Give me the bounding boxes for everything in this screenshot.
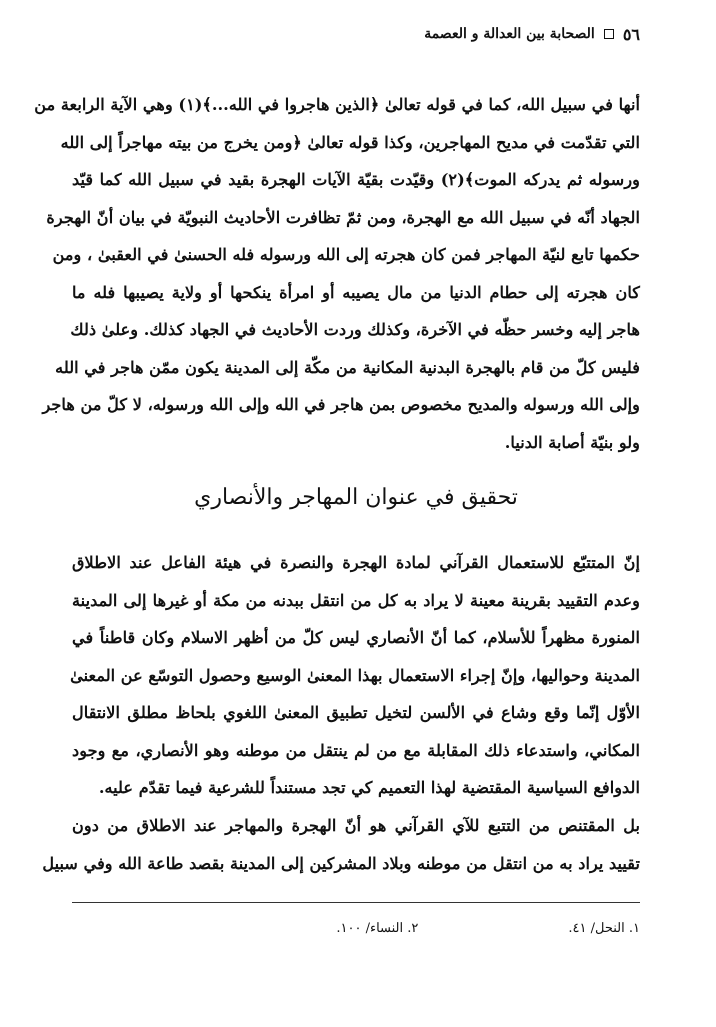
text-line: المنورة مظهراً للأسلام، كما أنّ الأنصاري ليس كلّ من أظهر الاسلام وكان قاطناً في: [72, 628, 640, 647]
text-line: المكاني، واستدعاء ذلك المقابلة مع من لم ينتقل من موطنه وهو الأنصاري، مع وجود: [72, 740, 640, 760]
text-line: الدوافع السياسية المقتضية لهذا التعميم كي تجد مستنداً للشرعية فيما تقدّم عليه.: [98, 778, 640, 797]
running-header: [76, 22, 640, 46]
text-line: الأوّل إنّما وقع وشاع في الألسن لتخيل تطبيق المعنىٰ اللغوي بلحاظ مطلق الانتقال: [72, 703, 640, 722]
footnotes: [72, 918, 640, 940]
paragraph-3: [42, 807, 640, 882]
text-line: ورسوله ثم يدركه الموت﴾(٢) وقيّدت بقيّة الآيات الهجرة بقيد في سبيل الله كما قيّد: [72, 170, 640, 189]
text-line: كان هجرته إلى حطام الدنيا من مال يصيبه أو امرأة ينكحها أو ولاية يصيبها فله ما: [72, 282, 640, 302]
paragraph-2: [72, 544, 640, 807]
square-separator-icon: [604, 29, 614, 39]
footnote-2: ٢. النساء/ ١٠٠.: [336, 921, 419, 936]
text-line: وعدم التقييد بقرينة معينة لا يراد به كل من انتقل ببدنه من مكة أو غيرها إلى المدينة: [72, 590, 640, 610]
footnote-divider: [72, 902, 640, 903]
text-line: الجهاد أنّه في سبيل الله مع الهجرة، ومن ثمّ تظافرت الأحاديث النبويّة في بيان أنّ الهجرة: [46, 207, 640, 227]
text-line: هاجر إليه وخسر حظّه في الآخرة، وكذلك وردت الأحاديث في الجهاد كذلك. وعلىٰ ذلك: [70, 320, 640, 339]
section-heading: تحقيق في عنوان المهاجر والأنصاري: [194, 485, 518, 510]
text-line: تقييد يراد به من انتقل من موطنه وبلاد المشركين إلى المدينة بقصد طاعة الله وفي سبيل: [42, 853, 640, 873]
text-line: ولو بنيّة أصابة الدنيا.: [504, 432, 640, 452]
page-number: ٥٦: [622, 24, 640, 44]
text-line: إنّ المتتبّع للاستعمال القرآني لمادة الهجرة والنصرة في هيئة الفاعل عند الاطلاق: [72, 553, 640, 572]
text-line: فليس كلّ من قام بالهجرة البدنية المكانية من مكّة إلى المدينة يكون ممّن هاجر في الله: [55, 357, 640, 377]
running-title: الصحابة بين العدالة و العصمة: [424, 26, 595, 42]
text-line: بل المقتنص من التتبع للآي القرآني هو أنّ الهجرة والمهاجر عند الاطلاق من دون: [72, 816, 640, 835]
footnote-1: ١. النحل/ ٤١.: [568, 921, 640, 936]
paragraph-1: [34, 86, 640, 461]
text-line: حكمها تابع لنيّة المهاجر فمن كان هجرته إلى الله ورسوله فله الحسنىٰ في العقبىٰ ، ومن: [52, 245, 640, 264]
text-line: التي تقدّمت في مديح المهاجرين، وكذا قوله تعالىٰ ﴿ومن يخرج من بيته مهاجراً إلى الله: [60, 132, 640, 152]
text-line: المدينة وحواليها، وإنّ إجراء الاستعمال بهذا المعنىٰ الوسيع وحصول التوسّع عن المعنىٰ: [70, 665, 640, 685]
text-line: وإلى الله ورسوله والمديح مخصوص بمن هاجر في الله وإلى الله ورسوله، لا كلّ من هاجر: [42, 395, 640, 414]
text-line: أنها في سبيل الله، كما في قوله تعالىٰ ﴿الذين هاجروا في الله...﴾(١) وهي الآية الرابعة من: [34, 95, 640, 114]
